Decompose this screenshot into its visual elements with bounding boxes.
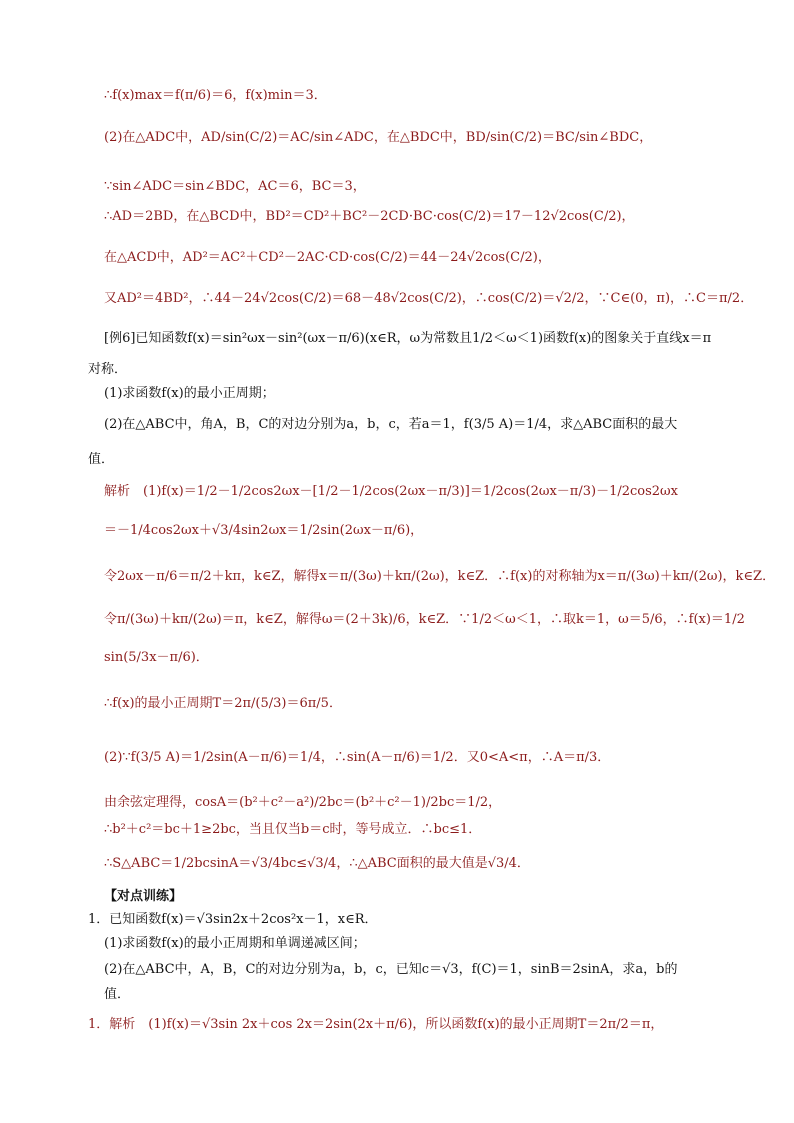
text-line: 1．解析 (1)f(x)＝√3sin 2x＋cos 2x＝2sin(2x＋π/6)，所以函数f(x)的最小正周期T＝2π/2＝π， xyxy=(88,1017,664,1032)
text-line: 又AD²＝4BD²，∴44－24√2cos(C/2)＝68－48√2cos(C/2)，∴cos(C/2)＝√2/2，∵C∈(0，π)，∴C＝π/2． xyxy=(104,291,754,306)
text-line: 对称． xyxy=(88,362,128,377)
text-line: 【对点训练】 xyxy=(104,889,183,904)
text-line: ∴AD＝2BD，在△BCD中，BD²＝CD²＋BC²－2CD·BC·cos(C/2)＝17－12√2cos(C/2)， xyxy=(104,209,635,224)
text-line: ∴f(x)max＝f(π/6)＝6，f(x)min＝3． xyxy=(104,88,327,103)
text-line: (2)∵f(3/5 A)＝1/2sin(A－π/6)＝1/4，∴sin(A－π/6)＝1/2．又0<A<π，∴A＝π/3． xyxy=(104,750,611,765)
text-line: sin(5/3x－π/6)． xyxy=(104,650,209,665)
text-line: ∴S△ABC＝1/2bcsinA＝√3/4bc≤√3/4，∴△ABC面积的最大值是√3/4． xyxy=(104,856,530,871)
text-line: (2)在△ABC中，角A，B，C的对边分别为a，b，c，若a＝1，f(3/5 A)＝1/4，求△ABC面积的最大 xyxy=(104,417,678,432)
text-line: ∵sin∠ADC＝sin∠BDC，AC＝6，BC＝3， xyxy=(104,179,366,194)
text-line: ∴f(x)的最小正周期T＝2π/(5/3)＝6π/5． xyxy=(104,696,342,711)
text-line: ∴b²＋c²＝bc＋1≥2bc，当且仅当b＝c时，等号成立．∴bc≤1． xyxy=(104,822,482,837)
text-line: [例6]已知函数f(x)＝sin²ωx－sin²(ωx－π/6)(x∈R，ω为常数且1/2＜ω＜1)函数f(x)的图象关于直线x＝π xyxy=(104,331,712,346)
text-line: ＝－1/4cos2ωx＋√3/4sin2ωx＝1/2sin(2ωx－π/6)， xyxy=(104,523,424,538)
text-line: 值． xyxy=(88,452,115,467)
text-line: 1．已知函数f(x)＝√3sin2x＋2cos²x－1，x∈R． xyxy=(88,912,378,927)
text-line: (2)在△ADC中，AD/sin(C/2)＝AC/sin∠ADC，在△BDC中，BD/sin(C/2)＝BC/sin∠BDC， xyxy=(104,130,653,145)
text-line: 令2ωx－π/6＝π/2＋kπ，k∈Z，解得x＝π/(3ω)＋kπ/(2ω)，k∈Z．∴f(x)的对称轴为x＝π/(3ω)＋kπ/(2ω)，k∈Z． xyxy=(104,569,776,584)
text-line: (2)在△ABC中，A，B，C的对边分别为a，b，c，已知c＝√3，f(C)＝1，sinB＝2sinA，求a，b的 xyxy=(104,962,678,977)
text-line: (1)求函数f(x)的最小正周期； xyxy=(104,386,275,401)
text-line: (1)求函数f(x)的最小正周期和单调递减区间； xyxy=(104,936,366,951)
text-line: 解析 (1)f(x)＝1/2－1/2cos2ωx－[1/2－1/2cos(2ωx－π/3)]＝1/2cos(2ωx－π/3)－1/2cos2ωx xyxy=(104,484,678,499)
text-line: 由余弦定理得，cosA＝(b²＋c²－a²)/2bc＝(b²＋c²－1)/2bc＝1/2， xyxy=(104,795,502,810)
text-line: 在△ACD中，AD²＝AC²＋CD²－2AC·CD·cos(C/2)＝44－24√2cos(C/2)， xyxy=(104,250,551,265)
text-line: 值． xyxy=(104,987,131,1002)
text-line: 令π/(3ω)＋kπ/(2ω)＝π，k∈Z，解得ω＝(2＋3k)/6，k∈Z．∵1/2＜ω＜1，∴取k＝1，ω＝5/6，∴f(x)＝1/2 xyxy=(104,612,745,627)
